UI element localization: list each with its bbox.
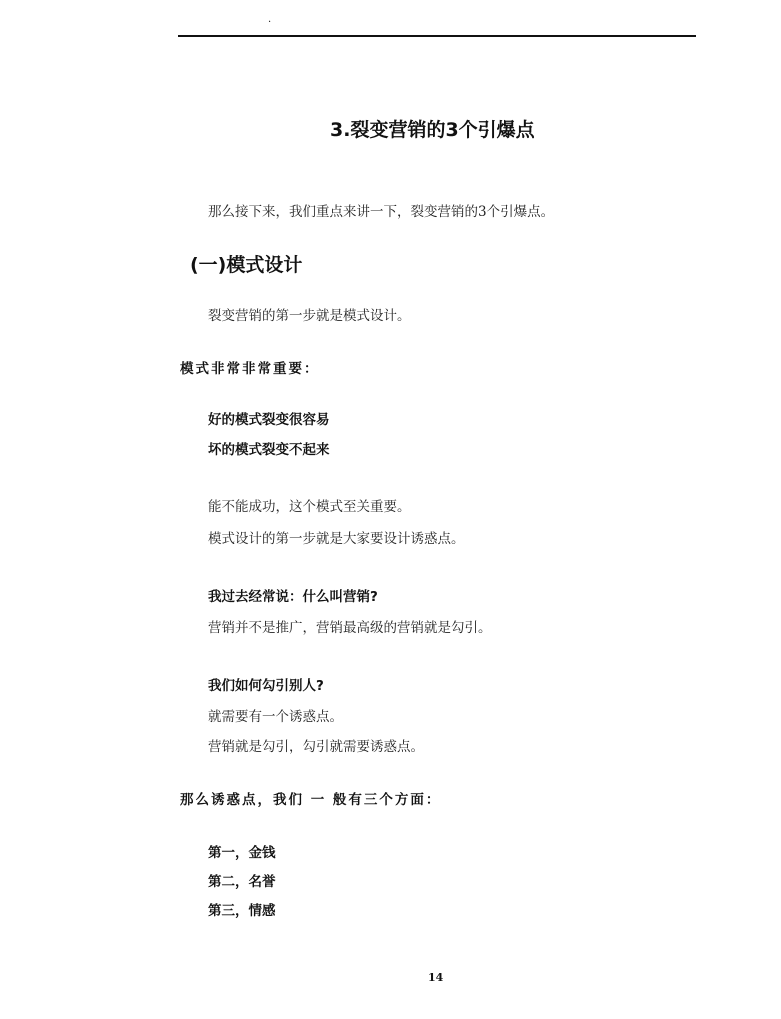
header-divider xyxy=(178,35,696,37)
paragraph-success: 能不能成功，这个模式至关重要。 xyxy=(208,499,411,515)
bad-model-line: 坏的模式裂变不起来 xyxy=(208,442,330,458)
paragraph-temptation: 模式设计的第一步就是大家要设计诱惑点。 xyxy=(208,531,465,547)
page-number: 14 xyxy=(428,971,444,984)
question-what-is-marketing: 我过去经常说：什么叫营销? xyxy=(208,589,378,605)
paragraph-first-step: 裂变营销的第一步就是模式设计。 xyxy=(208,308,411,324)
intro-paragraph: 那么接下来，我们重点来讲一下，裂变营销的3个引爆点。 xyxy=(208,204,555,220)
emphasis-mode-important: 模式非常非常重要： xyxy=(180,361,320,377)
section-title: 3.裂变营销的3个引爆点 xyxy=(330,119,535,141)
aspect-item: 第三，情感 xyxy=(208,903,276,919)
header-mark: . xyxy=(268,14,272,25)
good-model-line: 好的模式裂变很容易 xyxy=(208,412,330,428)
answer-marketing-is-attraction: 营销就是勾引，勾引就需要诱惑点。 xyxy=(208,739,424,755)
subheading-mode-design: (一)模式设计 xyxy=(190,254,303,276)
answer-marketing: 营销并不是推广，营销最高级的营销就是勾引。 xyxy=(208,620,492,636)
aspect-item: 第二，名誉 xyxy=(208,874,276,890)
aspect-item: 第一，金钱 xyxy=(208,845,276,861)
answer-temptation-point: 就需要有一个诱惑点。 xyxy=(208,709,343,725)
emphasis-three-aspects: 那么诱惑点，我们 一 般有三个方面： xyxy=(180,792,442,808)
question-how-to-attract: 我们如何勾引别人? xyxy=(208,678,324,694)
